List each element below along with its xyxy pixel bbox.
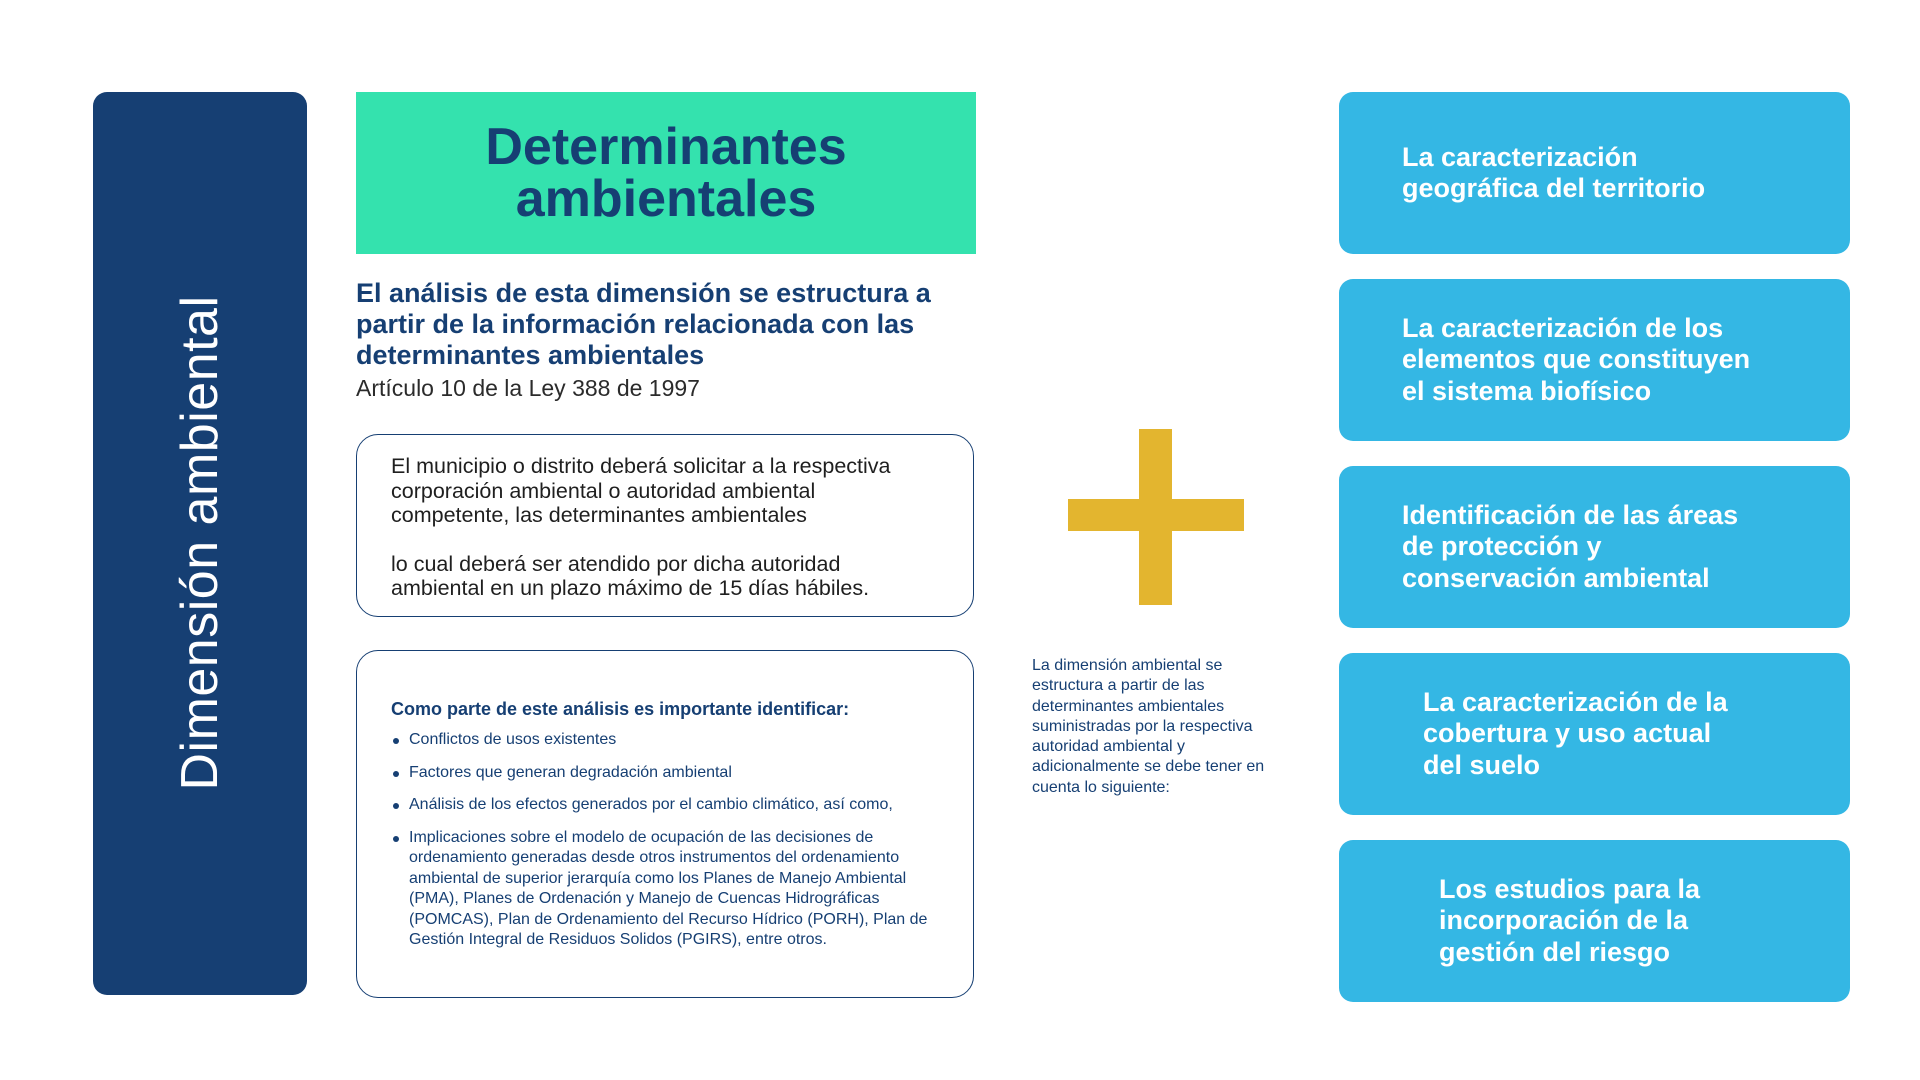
note-box (356, 434, 974, 617)
list-item: Implicaciones sobre el modelo de ocupación de las decisiones de ordenamiento generadas desde otros instrumentos del ordenamiento ambiental de superior jerarquía como los Planes de Manejo Ambiental (PMA), Planes de Ordenación y Manejo de Cuencas Hidrográficas (POMCAS), Plan de Ordenamiento del Recurso Hídrico (PORH), Plan de Gestión Integral de Residuos Solidos (PGIRS), entre otros. (391, 828, 957, 951)
intro-block (356, 278, 986, 403)
list-item: Factores que generan degradación ambiental (391, 763, 957, 784)
title-box (356, 92, 976, 254)
card-label: La caracterización de la cobertura y uso actual del suelo (1423, 686, 1728, 780)
card-biophysical (1339, 279, 1850, 441)
card-label: La caracterización geográfica del territorio (1402, 141, 1706, 203)
card-protection-areas (1339, 466, 1850, 628)
card-risk-management (1339, 840, 1850, 1002)
list-item: Conflictos de usos existentes (391, 730, 957, 751)
card-label: Identificación de las áreas de protección y conservación ambiental (1402, 499, 1739, 593)
page-title: Determinantes ambientales (485, 118, 847, 228)
intro-heading: El análisis de esta dimensión se estructura a partir de la información relacionada con las determinantes ambientales (356, 278, 931, 370)
plus-vertical-bar (1139, 429, 1172, 605)
intro-reference: Artículo 10 de la Ley 388 de 1997 (356, 375, 700, 401)
note-paragraph-2: lo cual deberá ser atendido por dicha autoridad ambiental en un plazo máximo de 15 días hábiles. (391, 551, 870, 600)
analysis-heading: Como parte de este análisis es importante identificar: (391, 699, 850, 719)
list-item: Análisis de los efectos generados por el cambio climático, así como, (391, 795, 957, 816)
card-land-cover (1339, 653, 1850, 815)
analysis-list (391, 730, 957, 951)
card-geographic (1339, 92, 1850, 254)
caption-text: La dimensión ambiental se estructura a partir de las determinantes ambientales suministradas por la respectiva autoridad ambiental y adicionalmente se debe tener en cuenta lo siguiente: (1032, 657, 1265, 796)
plus-icon (1068, 429, 1244, 605)
card-label: Los estudios para la incorporación de la gestión del riesgo (1439, 873, 1701, 967)
note-paragraph-1: El municipio o distrito deberá solicitar a la respectiva corporación ambiental o autoridad ambiental competente, las determinantes ambientales (391, 454, 891, 527)
analysis-box (356, 650, 974, 998)
card-label: La caracterización de los elementos que constituyen el sistema biofísico (1402, 312, 1751, 406)
side-panel-label: Dimensión ambiental (171, 295, 229, 791)
